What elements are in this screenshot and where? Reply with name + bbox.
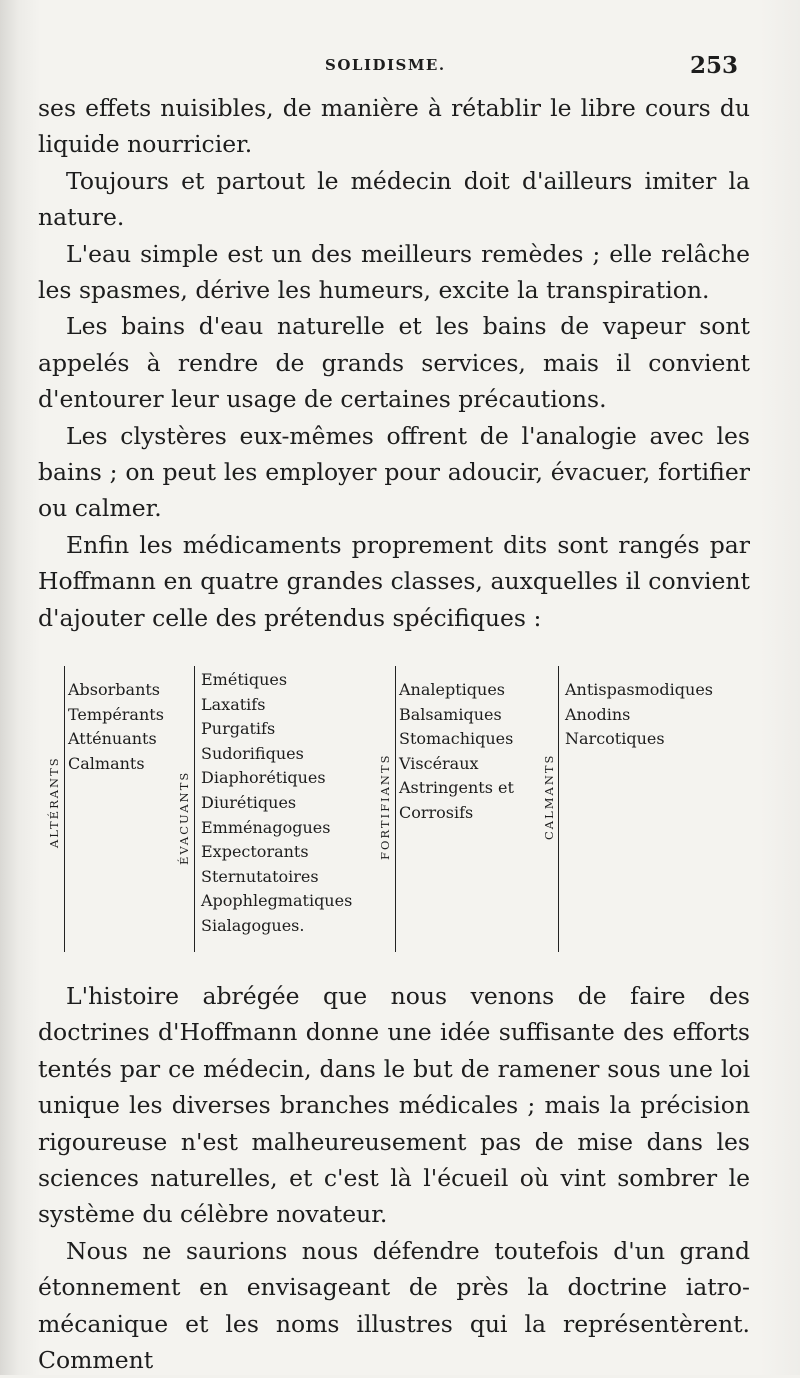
list-item: Narcotiques [565,729,665,749]
list-item: Sialagogues. [201,915,305,935]
category-label-calmants: CALMANTS [542,753,556,840]
list-item: Expectorants [201,842,309,862]
category-label-alterants: ALTÉRANTS [47,756,61,848]
list-item: Sudorifiques [201,743,304,763]
classification-table [40,660,760,952]
text-block-top [38,90,750,636]
list-item: Analeptiques [399,680,505,699]
paragraph: L'eau simple est un des meilleurs remèdes ; elle relâche les spasmes, dérive les humeurs, excite la transpiration. [38,239,750,305]
list-item: Tempérants [68,704,164,724]
page-number: 253 [690,52,739,79]
paragraph: Les bains d'eau naturelle et les bains de vapeur sont appelés à rendre de grands services, mais il convient d'entourer leur usage de certaines précautions. [38,312,750,414]
paragraph: ses effets nuisibles, de manière à rétablir le libre cours du liquide nourricier. [38,94,750,159]
list-fortifiants [399,678,514,826]
category-label-fortifiants: FORTIFIANTS [378,753,392,860]
paragraph: Nous ne saurions nous défendre toutefois d'un grand étonnement en envisageant de près la doctrine iatro-mécanique et les noms illustres qui la représentèrent. Comment [38,1236,750,1375]
list-item: Absorbants [68,680,161,699]
list-item: Diaphorétiques [201,768,326,788]
list-item: Purgatifs [201,719,276,739]
paragraph: Les clystères eux-mêmes offrent de l'analogie avec les bains ; on peut les employer pour adoucir, évacuer, fortifier ou calmer. [38,421,750,523]
category-label-evacuants: ÉVACUANTS [177,770,191,865]
list-item: Sternutatoires [201,866,319,886]
list-item: Astringents et [399,778,514,798]
list-item: Emménagogues [201,817,331,837]
list-item: Antispasmodiques [565,680,713,699]
list-calmants [565,678,713,752]
list-item: Anodins [565,704,631,724]
running-title: SOLIDISME. [325,56,446,74]
list-item: Laxatifs [201,694,266,714]
paragraph: Enfin les médicaments proprement dits sont rangés par Hoffmann en quatre grandes classes, auxquelles il convient d'ajouter celle des prétendus spécifiques : [38,530,750,632]
list-item: Diurétiques [201,792,297,812]
list-item: Viscéraux [399,753,479,773]
list-evacuants [201,668,352,939]
list-item: Atténuants [68,729,157,749]
list-item: Calmants [68,753,145,773]
list-item: Balsamiques [399,704,502,724]
list-alterants [68,678,164,776]
paragraph: L'histoire abrégée que nous venons de faire des doctrines d'Hoffmann donne une idée suffisante des efforts tentés par ce médecin, dans le but de ramener sous une loi unique les diverses branches médicales ; mais la précision rigoureuse n'est malheureusement pas de mise dans les sciences naturelles, et c'est là l'écueil où vint sombrer le système du célèbre novateur. [38,982,750,1229]
paragraph: Toujours et partout le médecin doit d'ailleurs imiter la nature. [38,166,750,232]
running-head [0,52,800,82]
list-item: Emétiques [201,670,288,689]
text-block-bottom [38,978,750,1378]
list-item: Apophlegmatiques [201,891,353,911]
list-item: Stomachiques [399,729,514,749]
list-item: Corrosifs [399,802,474,822]
